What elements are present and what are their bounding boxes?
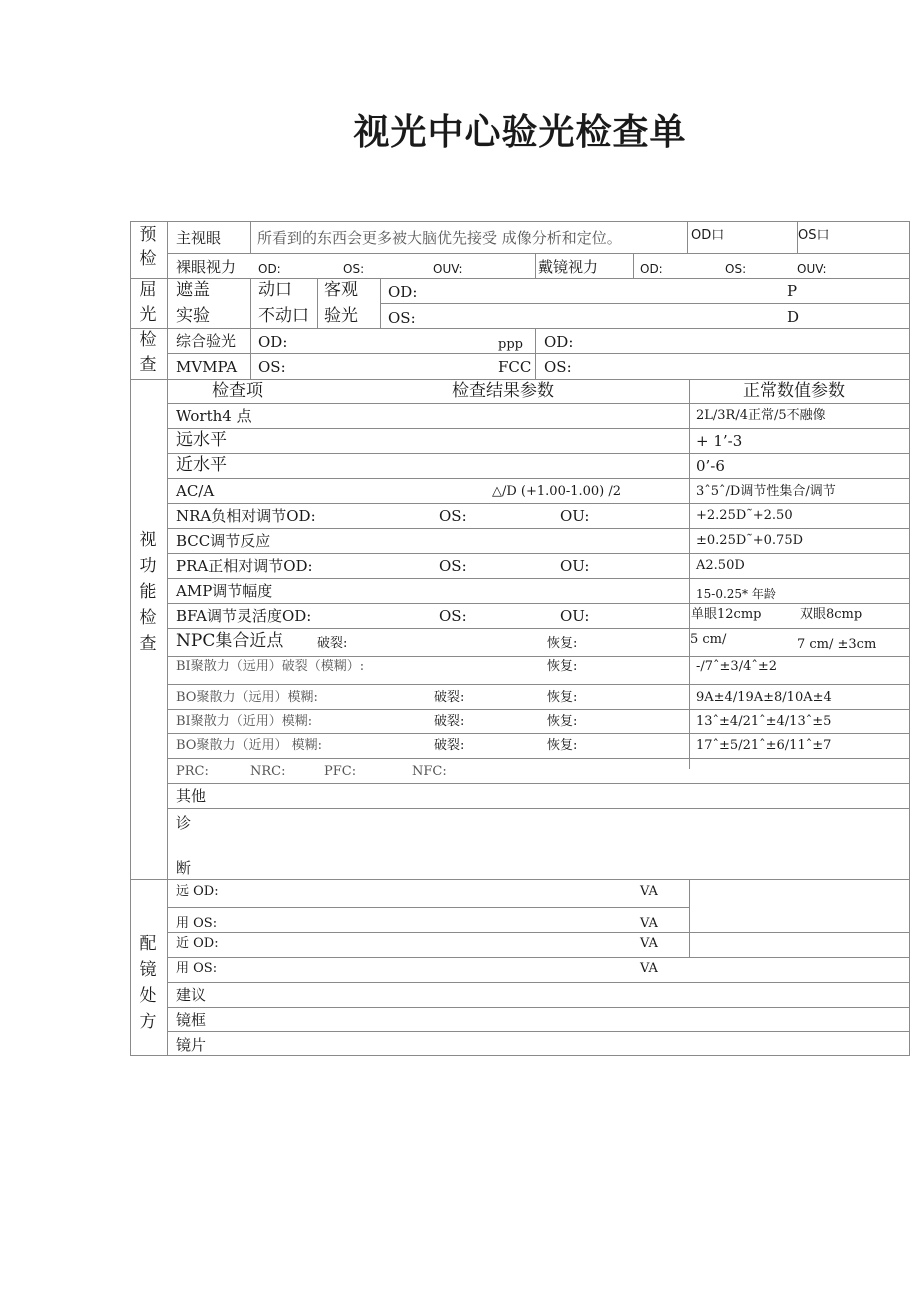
row-normal: 3ˆ5ˆ/D调节性集合/调节	[696, 484, 836, 499]
rule	[167, 758, 910, 759]
glasses-va-label: 戴镜视力	[538, 258, 599, 276]
objective-od: OD:	[388, 283, 418, 301]
row-item: BI聚散力（近用）模糊:	[176, 714, 313, 729]
prc-label: PRC:	[176, 764, 209, 779]
lens-label: 镜片	[176, 1036, 207, 1054]
rule	[317, 278, 318, 328]
rule	[380, 278, 381, 328]
row-normal-b: 双眼8cmp	[800, 607, 863, 622]
row-normal-b: 7 cm/ ±3cm	[797, 637, 877, 652]
rule	[167, 428, 910, 429]
section-label-pre-check: 预 检	[139, 225, 157, 269]
rule	[689, 879, 690, 957]
fcc-label: FCC	[498, 358, 532, 376]
glasses-od: OD:	[640, 262, 663, 276]
rule	[689, 379, 690, 769]
row-normal: 13ˆ±4/21ˆ±4/13ˆ±5	[696, 714, 832, 729]
row-item: BO聚散力（远用）模糊:	[176, 690, 318, 705]
row-ou: OU:	[560, 507, 590, 525]
header-normal: 正常数值参数	[743, 381, 845, 401]
row-item: BCC调节反应	[176, 532, 271, 550]
row-break: 破裂:	[434, 690, 465, 705]
row-normal: A2.50D	[696, 558, 745, 573]
row-normal: +2.25D˜+2.50	[696, 508, 793, 523]
far-od: 远 OD:	[176, 884, 219, 899]
rule	[167, 783, 910, 784]
comprehensive-os: OS:	[258, 358, 286, 376]
row-normal: ±0.25D˜+0.75D	[696, 533, 804, 548]
rule	[167, 932, 910, 933]
rule	[167, 982, 910, 983]
objective-p: P	[787, 282, 798, 300]
rule	[380, 303, 910, 304]
rule	[130, 1055, 910, 1056]
row-normal-a: 5 cm/	[690, 632, 727, 647]
cover-test-label-1: 遮盖	[176, 280, 210, 300]
row-item: 远水平	[176, 430, 227, 450]
row-item: BI聚散力（远用）破裂（模糊）:	[176, 659, 365, 674]
far-os-va: VA	[640, 916, 658, 931]
row-item: AMP调节幅度	[176, 582, 273, 600]
naked-os: OS:	[343, 262, 365, 276]
cover-test-label-2: 实验	[176, 306, 210, 326]
rule	[167, 684, 910, 685]
row-normal: 2L/3R/4正常/5不融像	[696, 408, 826, 423]
naked-va-label: 裸眼视力	[176, 258, 237, 276]
dominant-eye-label: 主视眼	[176, 229, 222, 247]
row-normal: 9A±4/19A±8/10A±4	[696, 690, 832, 705]
right-od: OD:	[544, 333, 574, 351]
rule	[250, 278, 251, 379]
row-normal: 15-0.25* 年龄	[696, 587, 776, 601]
rule	[167, 808, 910, 809]
diagnosis-label-1: 诊	[176, 814, 192, 832]
rule	[167, 1031, 910, 1032]
section-label-visual-function: 视 功 能 检 查	[139, 530, 157, 654]
rule	[130, 328, 910, 329]
header-item: 检查项	[212, 381, 263, 401]
nfc-label: NFC:	[412, 764, 447, 779]
row-item: NPC集合近点	[176, 631, 284, 651]
exam-form	[130, 221, 910, 1056]
row-ou: OU:	[560, 607, 590, 625]
naked-ouv: OUV:	[433, 262, 463, 276]
rule	[167, 453, 910, 454]
near-os: 用 OS:	[176, 961, 218, 976]
far-od-va: VA	[640, 884, 658, 899]
page-title: 视光中心验光检查单	[353, 112, 687, 153]
rule	[167, 503, 910, 504]
rule	[250, 221, 251, 253]
rule	[167, 403, 910, 404]
row-normal: -/7ˆ±3/4ˆ±2	[696, 659, 778, 674]
glasses-os: OS:	[725, 262, 747, 276]
rule	[130, 221, 910, 222]
rule	[687, 221, 688, 253]
row-break: 破裂:	[434, 738, 465, 753]
nrc-label: NRC:	[250, 764, 286, 779]
rule	[130, 879, 910, 880]
near-od-va: VA	[640, 936, 658, 951]
rule	[167, 957, 910, 958]
row-item: 近水平	[176, 455, 227, 475]
od-checkbox[interactable]: OD口	[691, 228, 725, 243]
row-mid: △/D (+1.00-1.00) /2	[492, 484, 622, 499]
row-item: Worth4 点	[176, 407, 252, 425]
rule	[167, 656, 910, 657]
section-label-refraction: 屈 光 检 查	[139, 280, 157, 375]
rule	[167, 628, 910, 629]
rule	[167, 709, 910, 710]
frame-label: 镜框	[176, 1011, 207, 1029]
rule	[167, 1007, 910, 1008]
objective-label-1: 客观	[324, 280, 358, 300]
rule	[167, 221, 168, 1056]
row-item: AC/A	[176, 482, 215, 500]
rule	[130, 278, 910, 279]
right-os: OS:	[544, 358, 572, 376]
row-os: OS:	[439, 607, 467, 625]
cover-still-option[interactable]: 不动口	[258, 306, 309, 326]
near-os-va: VA	[640, 961, 658, 976]
pfc-label: PFC:	[324, 764, 357, 779]
cover-move-option[interactable]: 动口	[258, 280, 292, 300]
near-od: 近 OD:	[176, 936, 219, 951]
row-normal-a: 单眼12cmp	[691, 607, 762, 622]
rule	[535, 328, 536, 379]
row-break: 破裂:	[434, 714, 465, 729]
row-normal: + 1’-3	[696, 432, 743, 450]
comprehensive-od: OD:	[258, 333, 288, 351]
header-result: 检查结果参数	[452, 381, 554, 401]
comprehensive-label-1: 综合验光	[176, 332, 237, 350]
rule	[633, 253, 634, 278]
row-item: NRA负相对调节OD:	[176, 507, 316, 525]
row-os: OS:	[439, 557, 467, 575]
rule	[167, 478, 910, 479]
row-recover: 恢复:	[547, 690, 578, 705]
rule	[167, 603, 910, 604]
row-item: BO聚散力（近用） 模糊:	[176, 738, 322, 753]
objective-label-2: 验光	[324, 306, 358, 326]
row-os: OS:	[439, 507, 467, 525]
naked-od: OD:	[258, 262, 281, 276]
row-normal: 0’-6	[696, 457, 725, 475]
suggestion-label: 建议	[176, 986, 207, 1004]
row-normal: 17ˆ±5/21ˆ±6/11ˆ±7	[696, 738, 832, 753]
objective-os: OS:	[388, 309, 416, 327]
rule	[167, 353, 910, 354]
rule	[167, 553, 910, 554]
ppp-label: ppp	[498, 337, 523, 352]
row-recover: 恢复:	[547, 738, 578, 753]
dominant-eye-description: 所看到的东西会更多被大脑优先接受 成像分析和定位。	[257, 229, 622, 247]
row-item: BFA调节灵活度OD:	[176, 607, 312, 625]
diagnosis-label-2: 断	[176, 859, 192, 877]
rule	[167, 733, 910, 734]
other-label: 其他	[176, 787, 207, 805]
rule	[909, 221, 910, 1056]
os-checkbox[interactable]: OS口	[798, 228, 830, 243]
rule	[167, 578, 910, 579]
row-break: 破裂:	[317, 636, 348, 651]
objective-d: D	[787, 308, 800, 326]
rule	[167, 253, 910, 254]
section-label-prescription: 配 镜 处 方	[139, 934, 157, 1032]
rule	[130, 379, 910, 380]
row-recover: 恢复:	[547, 659, 578, 674]
glasses-ouv: OUV:	[797, 262, 827, 276]
far-os: 用 OS:	[176, 916, 218, 931]
row-recover: 恢复:	[547, 714, 578, 729]
row-ou: OU:	[560, 557, 590, 575]
rule	[167, 528, 910, 529]
row-recover: 恢复:	[547, 636, 578, 651]
rule	[167, 907, 689, 908]
comprehensive-label-2: MVMPA	[176, 358, 238, 376]
rule	[535, 253, 536, 278]
row-item: PRA正相对调节OD:	[176, 557, 313, 575]
